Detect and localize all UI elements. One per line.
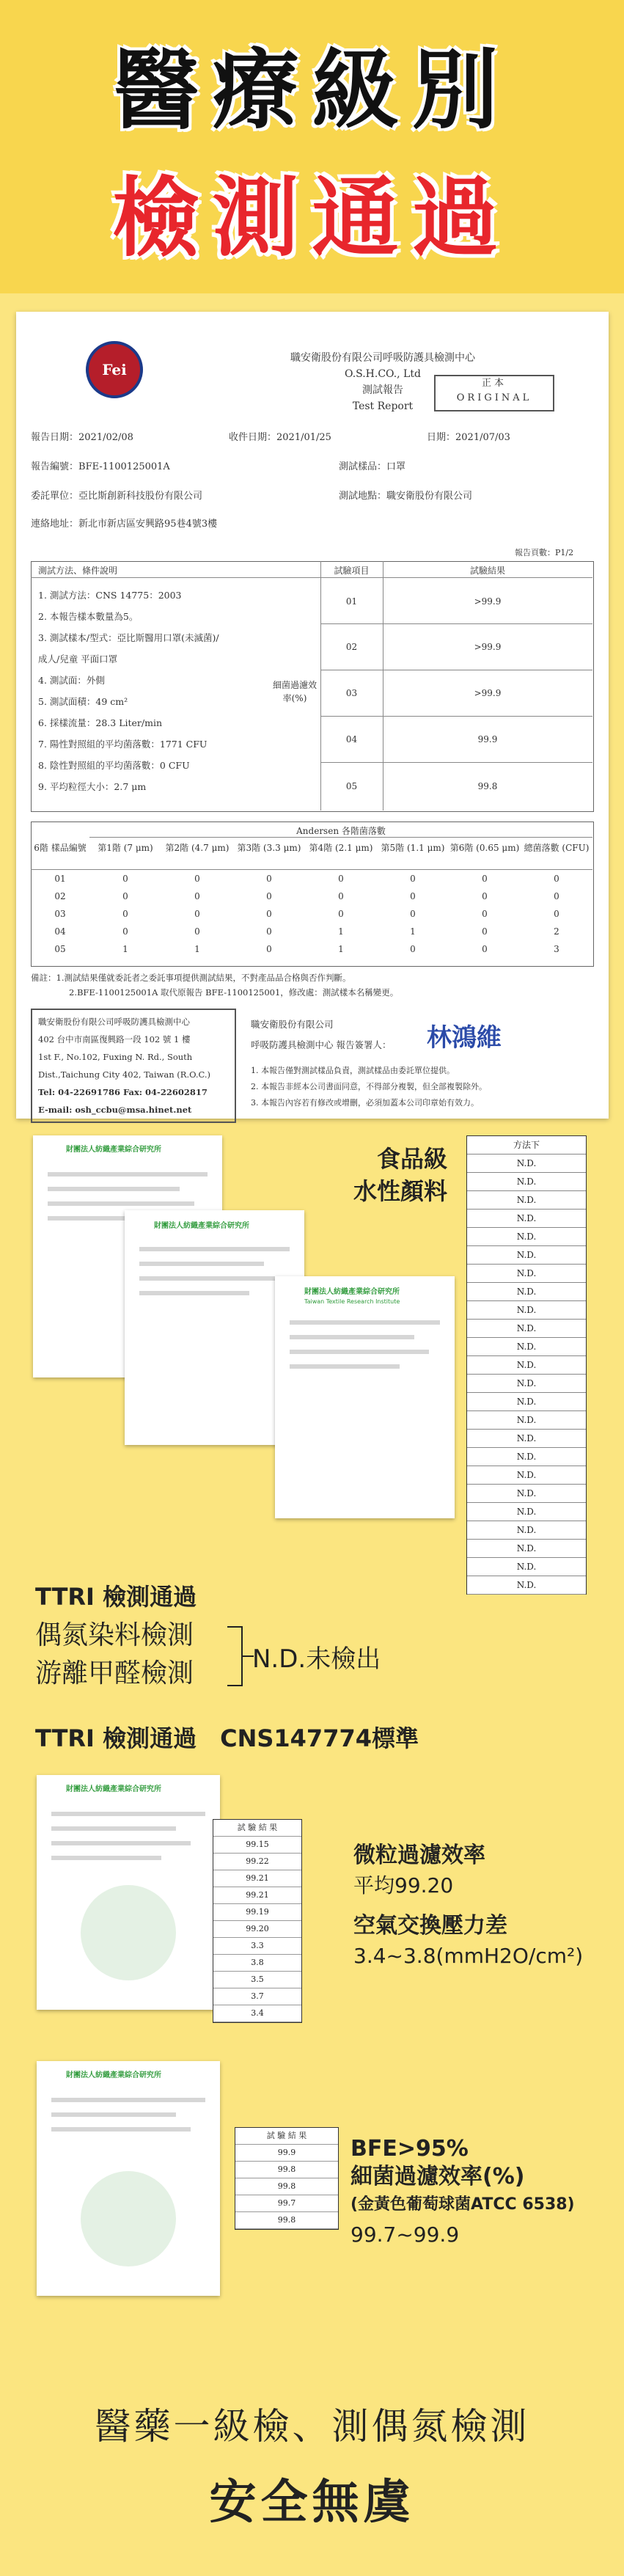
headline-medical-grade: 醫療級別 (112, 40, 512, 141)
bfe-range: 99.7~99.9 (350, 2222, 460, 2247)
bfe-value: 99.8 (235, 2212, 338, 2229)
bfe-threshold: BFE>95% (350, 2136, 469, 2162)
stamp-text-en: ORIGINAL (456, 392, 532, 403)
nd-cell: N.D. (467, 1540, 586, 1558)
nd-cell: N.D. (467, 1393, 586, 1411)
meta-test-date: 日期：2021/07/03 (427, 432, 510, 443)
pfe-result-table (213, 1819, 302, 2023)
food-grade-label: 食品級 水性顏料 (353, 1145, 447, 1205)
test-formaldehyde: 游離甲醛檢測 (35, 1658, 194, 1688)
nd-cell: N.D. (467, 1283, 586, 1301)
test-report-document: Fei 職安衛股份有限公司呼吸防護具檢測中心 O.S.H.CO., Ltd 測試報告 Test Report 正本 ORIGINAL 報告日期：2021/02/08 收件日期：2021/01/25 日期：2021/07/03 報告編號：BFE-1100125001A 測試樣品：口罩 委託單位：亞比斯創新科技股份有限公司 測試地點：職安衛股份有限公司 連絡地址：新北市新店區安興路95巷4號3樓 報告頁數：P1/2 測試方法、條件說明 試驗項目 試驗結果 1. 測試方法：CNS 14775：2003 2. 本報告樣本數量為5。 3. 測試樣本/型式：亞比斯醫用口罩(未滅菌)/ 成人/兒童 平面口罩 4. 測試面：外側 5. 測試面積：49 cm² 6. 採樣流量：28.3 Liter/min 7. 陽性對照組的平均菌落數：1771 CFU 8. 陰性對照組的平均菌落數：0 CFU 9. 平均粒徑大小：2.7 μm 細菌過濾效率(%) 01 >99.9 02 >99.9 03 >99.9 04 99.9 05 99.8 Andersen 各階菌落數 6階 樣品編號 第1階 (7 μm) 第2階 (4.7 μm) 第3階 (3.3 μm) 第4階 (2.1 μm) 第5階 (1.1 μm) 第6階 (0.65 μm) 總菌落數 (CFU) 01 0 0 0 0 0 0 0 02 0 0 0 0 0 0 0 03 0 0 0 0 0 0 0 04 0 0 0 1 1 0 2 05 1 1 0 1 0 0 3 備註：1.測試結果僅就委託者之委託事項提供測試結果，不對產品品合格與否作判斷。 2.BFE-1100125001A 取代原報告 BFE-1100125001，修改處：測試樣本名稱變更。 職安衛股份有限公司呼吸防護具檢測中心 402 台中市南區復興路一段 102 號 1 樓 1st F., No.102, Fuxing N. Rd., South Dist.,Taichung City 402, Taiwan (R.O.C.) Tel: 04-22691786 Fax: 04-22602817 E-mail: osh_ccbu@msa.hinet.net 職安衛股份有限公司 呼吸防護具檢測中心 報告簽署人： 林鴻維 1. 本報告僅對測試樣品負責，測試樣品由委託單位提供。 2. 本報告非經本公司書面同意，不得部分複製，但全部複製除外。 3. 本報告內容若有修改或增刪，必須加蓋本公司印章始有效力。 (16, 312, 609, 1119)
ttri-report-page-2: 財團法人紡織產業綜合研究所 (125, 1210, 304, 1445)
pfe-value: 3.7 (213, 1988, 301, 2005)
condition-line: 9. 平均粒徑大小：2.7 μm (38, 781, 147, 792)
bfe-organism: (金黃色葡萄球菌ATCC 6538) (350, 2195, 575, 2214)
cns-section-title: TTRI 檢測通過 CNS147774標準 (35, 1724, 419, 1752)
condition-line: 2. 本報告樣本數量為5。 (38, 611, 139, 622)
nd-cell: N.D. (467, 1411, 586, 1430)
condition-line: 6. 採樣流量：28.3 Liter/min (38, 717, 163, 728)
bfe-title: 細菌過濾效率(%) (350, 2164, 525, 2189)
nd-result-table (466, 1135, 587, 1595)
company-logo: Fei (86, 341, 143, 398)
signer-company: 職安衛股份有限公司 (251, 1019, 334, 1030)
bfe-value: 99.7 (235, 2195, 338, 2212)
bfe-report-page: 財團法人紡織產業綜合研究所 (37, 2061, 220, 2296)
nd-cell: N.D. (467, 1320, 586, 1338)
sample-no: 05 (345, 781, 358, 791)
sample-no: 04 (345, 734, 358, 744)
sample-result: 99.8 (477, 781, 498, 791)
sample-result: >99.9 (474, 642, 502, 652)
ttri-tests-list (35, 1617, 194, 1693)
pfe-value: 99.21 (213, 1887, 301, 1904)
pfe-value: 3.3 (213, 1938, 301, 1955)
test-item-bfe: 細菌過濾效率(%) (273, 680, 317, 703)
nd-cell: N.D. (467, 1191, 586, 1210)
company-name-en: O.S.H.CO., Ltd (345, 368, 421, 380)
meta-report-date: 報告日期：2021/02/08 (31, 432, 133, 443)
condition-line: 4. 測試面：外側 (38, 675, 105, 686)
nd-cell: N.D. (467, 1485, 586, 1503)
col-header-result: 試驗結果 (469, 566, 505, 576)
pressure-title: 空氣交換壓力差 (353, 1913, 507, 1939)
signature: 林鴻維 (427, 1023, 502, 1053)
sample-no: 01 (345, 596, 358, 607)
headline-test-passed: 檢測通過 (112, 167, 512, 268)
watermark-seal (81, 2171, 176, 2266)
meta-report-no: 報告編號：BFE-1100125001A (31, 461, 170, 472)
condition-line: 7. 陽性對照組的平均菌落數：1771 CFU (38, 739, 208, 750)
page-number: 報告頁數：P1/2 (515, 548, 574, 557)
nd-header: 方法下 (467, 1136, 586, 1155)
meta-client: 委託單位：亞比斯創新科技股份有限公司 (31, 491, 203, 502)
pfe-value: 3.4 (213, 2005, 301, 2022)
condition-line: 8. 陰性對照組的平均菌落數：0 CFU (38, 760, 190, 771)
sample-no: 03 (345, 688, 358, 698)
pfe-value: 99.22 (213, 1854, 301, 1870)
pressure-value: 3.4~3.8(mmH2O/cm²) (353, 1944, 584, 1968)
report-title-zh: 測試報告 (362, 384, 403, 396)
condition-line: 成人/兒童 平面口罩 (38, 654, 118, 665)
nd-cell: N.D. (467, 1155, 586, 1173)
bfe-result-table (235, 2127, 339, 2230)
meta-sample: 測試樣品：口罩 (339, 461, 406, 472)
sample-no: 02 (345, 642, 358, 652)
pfe-report-page: 財團法人紡織產業綜合研究所 (37, 1775, 220, 2010)
meta-address: 連絡地址：新北市新店區安興路95巷4號3樓 (31, 519, 218, 530)
nd-cell: N.D. (467, 1246, 586, 1265)
center-address-seal: 職安衛股份有限公司呼吸防護具檢測中心 402 台中市南區復興路一段 102 號 1 樓 1st F., No.102, Fuxing N. Rd., South Dist.,Taichung City 402, Taiwan (R.O.C.) Tel: 04-22691786 Fax: 04-22602817 E-mail: osh_ccbu@msa.hinet.net (31, 1009, 236, 1123)
ttri-section-title: TTRI 檢測通過 (35, 1583, 197, 1611)
nd-cell: N.D. (467, 1301, 586, 1320)
ttri-report-page-1: 財團法人紡織產業綜合研究所 (33, 1135, 222, 1377)
pfe-value: 99.20 (213, 1921, 301, 1938)
report-title-en: Test Report (352, 400, 414, 412)
bfe-value: 99.9 (235, 2145, 338, 2162)
andersen-title: Andersen 各階菌落數 (296, 826, 386, 836)
pfe-value: 99.15 (213, 1837, 301, 1854)
footer-line-1: 醫藥一級檢、測偶氮檢測 (94, 2405, 530, 2448)
bfe-value: 99.8 (235, 2178, 338, 2195)
nd-cell: N.D. (467, 1265, 586, 1283)
pfe-title: 微粒過濾效率 (353, 1843, 485, 1868)
test-azo-dye: 偶氮染料檢測 (35, 1620, 194, 1650)
sample-result: >99.9 (474, 688, 502, 698)
pfe-value: 3.8 (213, 1955, 301, 1972)
nd-cell: N.D. (467, 1521, 586, 1540)
pfe-value: 99.19 (213, 1904, 301, 1921)
nd-cell: N.D. (467, 1228, 586, 1246)
nd-cell: N.D. (467, 1356, 586, 1375)
nd-cell: N.D. (467, 1576, 586, 1595)
note-line: 備註：1.測試結果僅就委託者之委託事項提供測試結果，不對產品品合格與否作判斷。 (31, 973, 351, 983)
col-header-item: 試驗項目 (334, 566, 370, 576)
watermark-seal (81, 1885, 176, 1980)
report-terms: 1. 本報告僅對測試樣品負責，測試樣品由委託單位提供。 2. 本報告非經本公司書面同意，不得部分複製，但全部複製除外。 3. 本報告內容若有修改或增刪，必須加蓋本公司印章始有效力。 (251, 1066, 487, 1108)
condition-line: 3. 測試樣本/型式：亞比斯醫用口罩(未滅菌)/ (38, 632, 219, 643)
company-name-zh: 職安衛股份有限公司呼吸防護具檢測中心 (290, 352, 475, 364)
nd-result-label: N.D.未檢出 (252, 1644, 381, 1674)
nd-cell: N.D. (467, 1448, 586, 1466)
stamp-text-zh: 正本 (481, 378, 507, 389)
nd-cell: N.D. (467, 1375, 586, 1393)
pfe-value-summary: 平均99.20 (353, 1873, 454, 1898)
bfe-value: 99.8 (235, 2162, 338, 2178)
col-header-method: 測試方法、條件說明 (38, 566, 118, 576)
pfe-table-header: 試 驗 結 果 (213, 1820, 301, 1837)
nd-cell: N.D. (467, 1558, 586, 1576)
pfe-value: 3.5 (213, 1972, 301, 1988)
nd-cell: N.D. (467, 1466, 586, 1485)
meta-location: 測試地點：職安衛股份有限公司 (339, 491, 473, 502)
footer-line-2: 安全無虞 (209, 2476, 415, 2530)
bfe-table-header: 試 驗 結 果 (235, 2128, 338, 2145)
nd-cell: N.D. (467, 1338, 586, 1356)
test-conditions (38, 585, 219, 797)
condition-line: 5. 測試面積：49 cm² (38, 696, 128, 707)
nd-cell: N.D. (467, 1210, 586, 1228)
nd-cell: N.D. (467, 1503, 586, 1521)
original-stamp (434, 375, 554, 411)
ttri-report-page-3: 財團法人紡織產業綜合研究所 Taiwan Textile Research Institute (275, 1276, 455, 1518)
nd-cell: N.D. (467, 1430, 586, 1448)
pfe-value: 99.21 (213, 1870, 301, 1887)
report-notes (31, 970, 398, 1000)
nd-cell: N.D. (467, 1173, 586, 1191)
bracket-connector (226, 1621, 255, 1691)
sample-result: >99.9 (474, 596, 502, 607)
signer-label: 呼吸防護具檢測中心 報告簽署人： (251, 1039, 392, 1050)
meta-receive-date: 收件日期：2021/01/25 (229, 432, 331, 443)
sample-result: 99.9 (477, 734, 498, 744)
condition-line: 1. 測試方法：CNS 14775：2003 (38, 590, 182, 601)
note-line: 2.BFE-1100125001A 取代原報告 BFE-1100125001，修改處：測試樣本名稱變更。 (69, 987, 399, 998)
